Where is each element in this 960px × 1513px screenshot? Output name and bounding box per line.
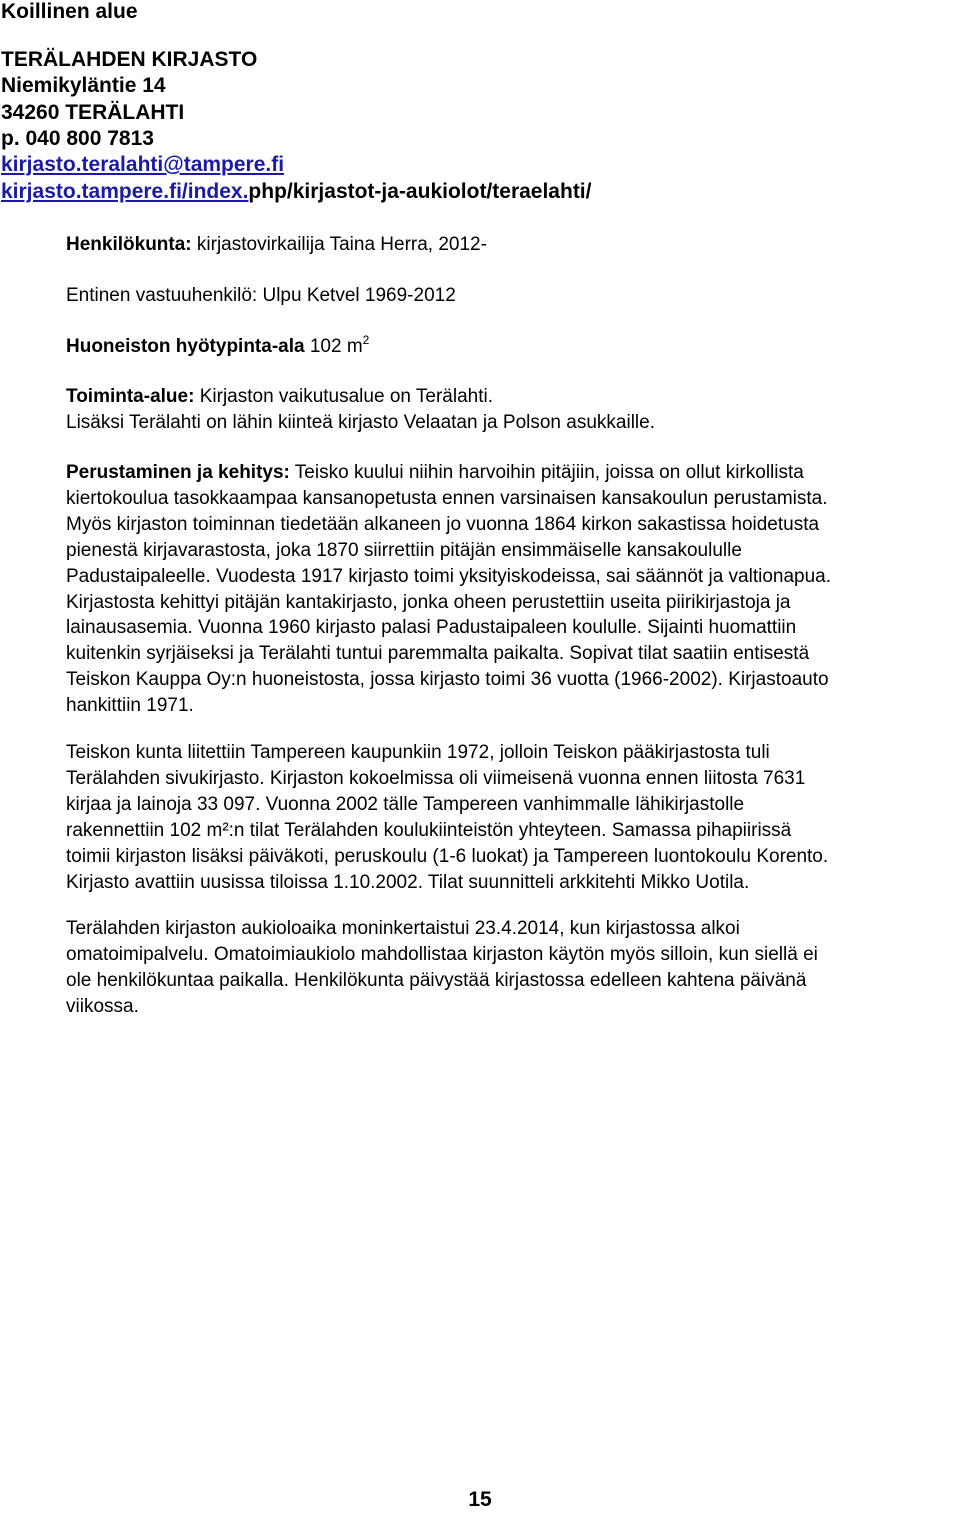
merger-line: Terälahden sivukirjasto. Kirjaston kokoelmissa oli viimeisenä vuonna ennen liitosta 7631 [66,767,806,789]
history-line: Kirjastosta kehittyi pitäjän kantakirjasto, jonka oheen perustettiin useita piirikirjastoja ja [66,591,791,613]
library-postal: 34260 TERÄLAHTI [1,101,185,124]
selfservice-line: omatoimipalvelu. Omatoimiaukiolo mahdollistaa kirjaston käytön myös silloin, kun siellä ei [66,943,818,965]
selfservice-line: Terälahden kirjaston aukioloaika moninkertaistui 23.4.2014, kun kirjastossa alkoi [66,918,740,939]
merger-line: rakennettiin 102 m²:n tilat Terälahden koulukiinteistön yhteyteen. Samassa pihapiirissä [66,819,792,841]
history-line: lainausasemia. Vuonna 1960 kirjasto palasi Padustaipaleen koululle. Sijainti huomattiin [66,617,797,639]
merger-paragraph [66,740,958,895]
area-label: Huoneiston hyötypinta-ala [66,336,305,357]
library-phone: p. 040 800 7813 [1,127,154,150]
library-street: Niemikyläntie 14 [1,74,166,97]
scope-line-1 [66,384,956,410]
history-line: Padustaipaleelle. Vuodesta 1917 kirjasto toimi yksityiskodeissa, sai säännöt ja valtionapua. [66,565,832,587]
library-email-link[interactable]: kirjasto.teralahti@tampere.fi [1,153,285,176]
merger-line: Kirjasto avattiin uusissa tiloissa 1.10.2002. Tilat suunnitteli arkkitehti Mikko Uotila. [66,871,750,893]
history-line: Perustaminen ja kehitys: Teisko kuului niihin harvoihin pitäjiin, joissa on ollut kirkollista [66,462,804,483]
library-url[interactable] [1,180,591,204]
section-title: Koillinen alue [1,0,138,23]
area-line [66,334,956,360]
history-line: kiertokoulua tasokkaampaa kansanopetusta ennen varsinaisen kansakoulun perustamista. [66,487,828,509]
history-paragraph [66,460,958,719]
scope-text: Kirjaston vaikutusalue on Terälahti. [194,386,493,407]
page-number: 15 [468,1488,492,1511]
selfservice-line: viikossa. [66,995,139,1017]
selfservice-paragraph [66,916,958,1020]
library-url-rest: php/kirjastot-ja-aukiolot/teraelahti/ [248,180,592,203]
area-superscript: 2 [362,333,370,347]
merger-line: kirjaa ja lainoja 33 097. Vuonna 2002 tälle Tampereen vanhimmalle lähikirjastolle [66,793,745,815]
scope-label: Toiminta-alue: [66,386,195,407]
staff-text: kirjastovirkailija Taina Herra, 2012- [191,234,487,255]
library-name: TERÄLAHDEN KIRJASTO [1,48,258,71]
library-url-link[interactable]: kirjasto.tampere.fi/index. [1,180,249,203]
staff-label: Henkilökunta: [66,234,192,255]
history-line: hankittiin 1971. [66,695,194,717]
merger-line: Teiskon kunta liitettiin Tampereen kaupunkiin 1972, jolloin Teiskon pääkirjastosta tuli [66,742,770,763]
selfservice-line: ole henkilökuntaa paikalla. Henkilökunta päivystää kirjastossa edelleen kahtena päivänä [66,969,807,991]
area-value: 102 m [304,336,363,357]
scope-line-2: Lisäksi Terälahti on lähin kiinteä kirjasto Velaatan ja Polson asukkaille. [66,412,655,433]
history-line: Myös kirjaston toiminnan tiedetään alkaneen jo vuonna 1864 kirkon sakastissa hoidetusta [66,513,820,535]
history-line: Teiskon Kauppa Oy:n huoneistosta, jossa kirjasto toimi 36 vuotta (1966-2002). Kirjastoauto [66,669,829,691]
merger-line: toimii kirjaston lisäksi päiväkoti, peruskoulu (1-6 luokat) ja Tampereen luontokoulu Korento. [66,845,829,867]
history-line: kuitenkin syrjäiseksi ja Terälahti tuntui paremmalta paikalta. Sopivat tilat saatiin entisestä [66,643,810,665]
former-staff-line: Entinen vastuuhenkilö: Ulpu Ketvel 1969-2012 [66,285,456,306]
history-label: Perustaminen ja kehitys: [66,462,290,483]
staff-line [66,232,956,258]
history-line: pienestä kirjavarastosta, joka 1870 siirrettiin pitäjän ensimmäiselle kansakoululle [66,539,742,561]
